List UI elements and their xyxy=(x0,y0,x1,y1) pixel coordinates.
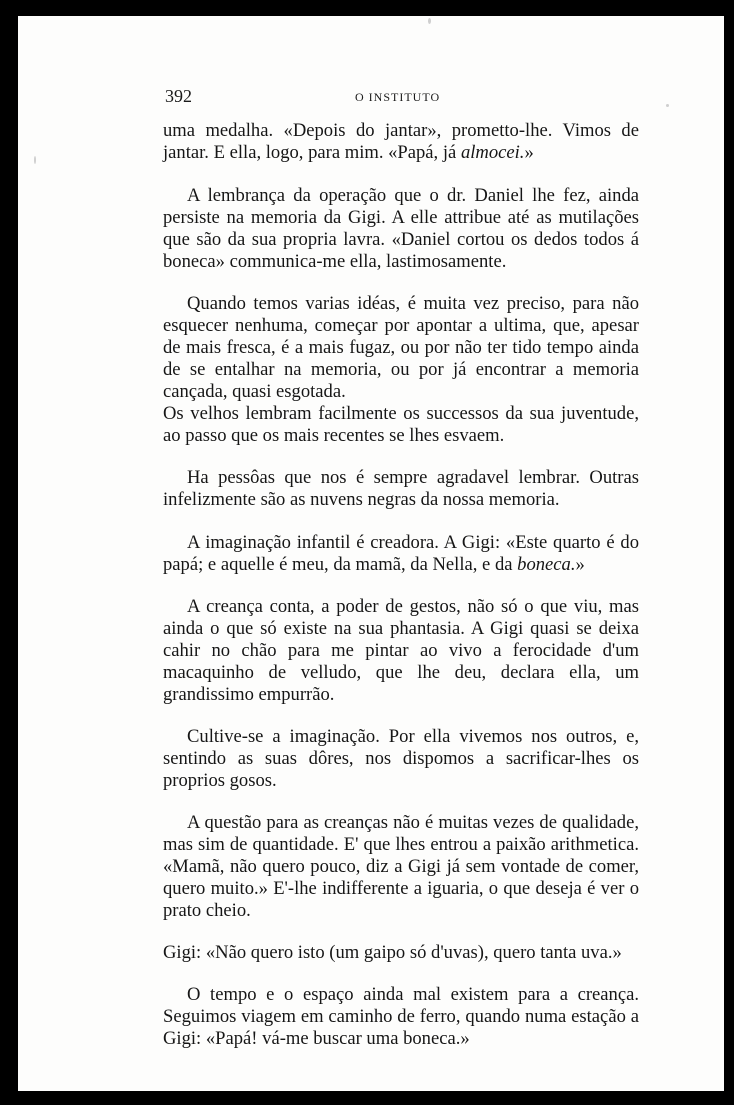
paragraph-text: » xyxy=(575,554,585,575)
paragraph-text: uma medalha. «Depois do jantar», prometto-lhe. Vimos de jantar. E ella, logo, para mim. «Papá, já xyxy=(163,120,639,163)
paragraph: O tempo e o espaço ainda mal existem para a creança. Seguimos viagem em caminho de ferro, quando numa estação a Gigi: «Papá! vá-me buscar uma boneca.» xyxy=(163,984,639,1049)
paragraph xyxy=(163,120,639,164)
italic-text: almocei. xyxy=(460,142,525,163)
paper-speck xyxy=(666,104,669,107)
paragraph xyxy=(163,532,639,576)
paragraph-text: » xyxy=(524,142,534,163)
paragraph: A questão para as creanças não é muitas vezes de qualidade, mas sim de quantidade. E' que lhes entrou a paixão arithmetica. «Mamã, não quero pouco, diz a Gigi já sem vontade de comer, quero muito.» E'-lhe indifferente a iguaria, o que deseja é ver o prato cheio. xyxy=(163,812,639,921)
paragraph: A creança conta, a poder de gestos, não só o que viu, mas ainda o que só existe na sua phantasia. A Gigi quasi se deixa cahir no chão para me pintar ao vivo a ferocidade d'um macaquinho de velludo, que lhe deu, declara ella, um grandissimo empurrão. xyxy=(163,596,639,705)
paragraph: A lembrança da operação que o dr. Daniel lhe fez, ainda persiste na memoria da Gigi. A elle attribue até as mutilações que são da sua propria lavra. «Daniel cortou os dedos todos á boneca» communica-me ella, lastimosamente. xyxy=(163,185,639,272)
paper-speck xyxy=(428,18,431,24)
paragraph: Gigi: «Não quero isto (um gaipo só d'uvas), quero tanta uva.» xyxy=(163,942,622,963)
italic-text: boneca. xyxy=(517,554,576,575)
page-number: 392 xyxy=(165,86,192,106)
page-header xyxy=(165,86,605,110)
paragraph: Ha pessôas que nos é sempre agradavel lembrar. Outras infelizmente são as nuvens negras da nossa memoria. xyxy=(163,467,639,510)
paper-speck xyxy=(34,156,36,164)
book-page xyxy=(18,16,724,1091)
running-title: O INSTITUTO xyxy=(355,90,441,104)
paragraph-text: A imaginação infantil é creadora. A Gigi: «Este quarto é do papá; e aquelle é meu, da mamã, da Nella, e da xyxy=(163,532,639,575)
paragraph: Os velhos lembram facilmente os successos da sua juventude, ao passo que os mais recentes se lhes esvaem. xyxy=(163,403,639,446)
paragraph: Quando temos varias idéas, é muita vez preciso, para não esquecer nenhuma, começar por apontar a ultima, que, apesar de mais fresca, é a mais fugaz, ou por não ter tido tempo ainda de se entalhar na memoria, ou por já encontrar a memoria cançada, quasi esgotada. xyxy=(163,293,639,402)
body-text xyxy=(163,120,639,1070)
paragraph: Cultive-se a imaginação. Por ella vivemos nos outros, e, sentindo as suas dôres, nos dispomos a sacrificar-lhes os proprios gosos. xyxy=(163,726,639,791)
